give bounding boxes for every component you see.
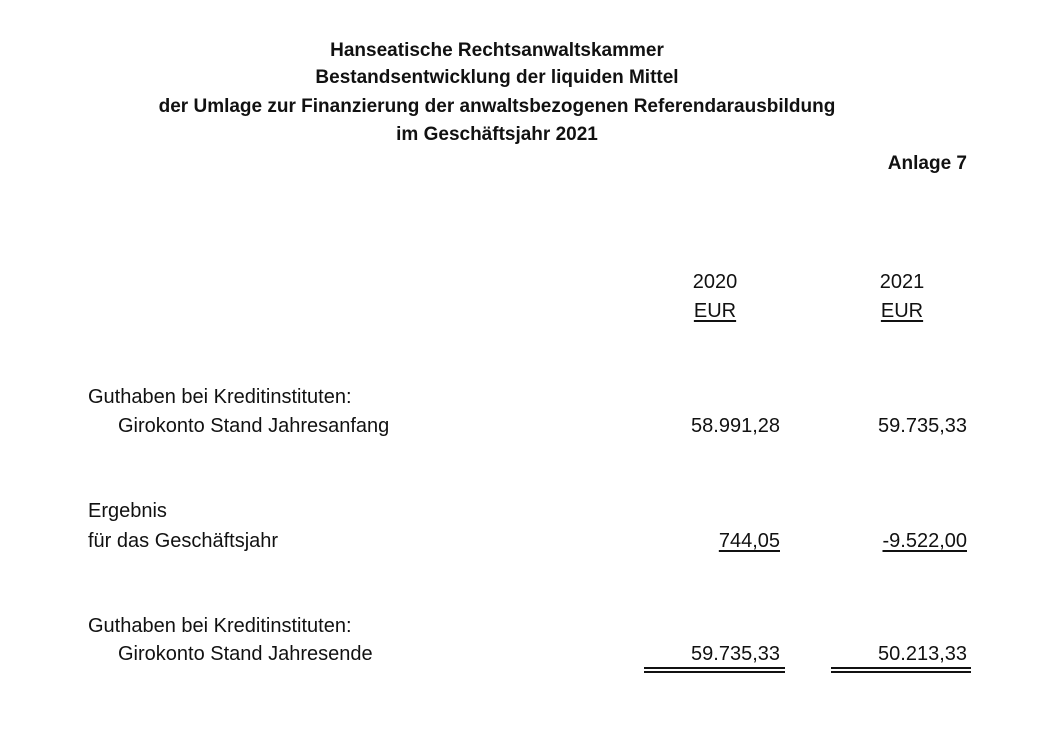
title-line-purpose: der Umlage zur Finanzierung der anwaltsbezogenen Referendarausbildung <box>158 96 836 117</box>
title-line-organization: Hanseatische Rechtsanwaltskammer <box>330 40 664 61</box>
row-closing-value-2021: 50.213,33 <box>878 643 967 665</box>
row-opening-label-heading: Guthaben bei Kreditinstituten: <box>88 386 352 408</box>
attachment-label: Anlage 7 <box>887 153 967 174</box>
column-header-2021 <box>842 270 962 323</box>
row-closing-label-detail: Girokonto Stand Jahresende <box>118 643 373 665</box>
column-unit: EUR <box>880 300 924 322</box>
row-opening-value-2020: 58.991,28 <box>691 415 780 437</box>
title-line-subject: Bestandsentwicklung der liquiden Mittel <box>315 67 679 88</box>
column-year: 2021 <box>879 271 925 293</box>
row-closing-label-heading: Guthaben bei Kreditinstituten: <box>88 615 352 637</box>
row-result-label-detail: für das Geschäftsjahr <box>88 530 279 552</box>
column-unit: EUR <box>693 300 737 322</box>
row-opening-value-2021: 59.735,33 <box>878 415 967 437</box>
title-line-period: im Geschäftsjahr 2021 <box>396 124 598 145</box>
row-closing-value-2020: 59.735,33 <box>691 643 780 665</box>
total-double-underline-2020 <box>644 667 785 673</box>
row-result-value-2021: -9.522,00 <box>882 530 967 552</box>
row-opening-label-detail: Girokonto Stand Jahresanfang <box>118 415 390 437</box>
total-double-underline-2021 <box>831 667 971 673</box>
row-result-value-2020: 744,05 <box>718 530 780 552</box>
column-year: 2020 <box>692 271 738 293</box>
row-result-label-heading: Ergebnis <box>88 500 167 522</box>
column-header-2020 <box>655 270 775 323</box>
